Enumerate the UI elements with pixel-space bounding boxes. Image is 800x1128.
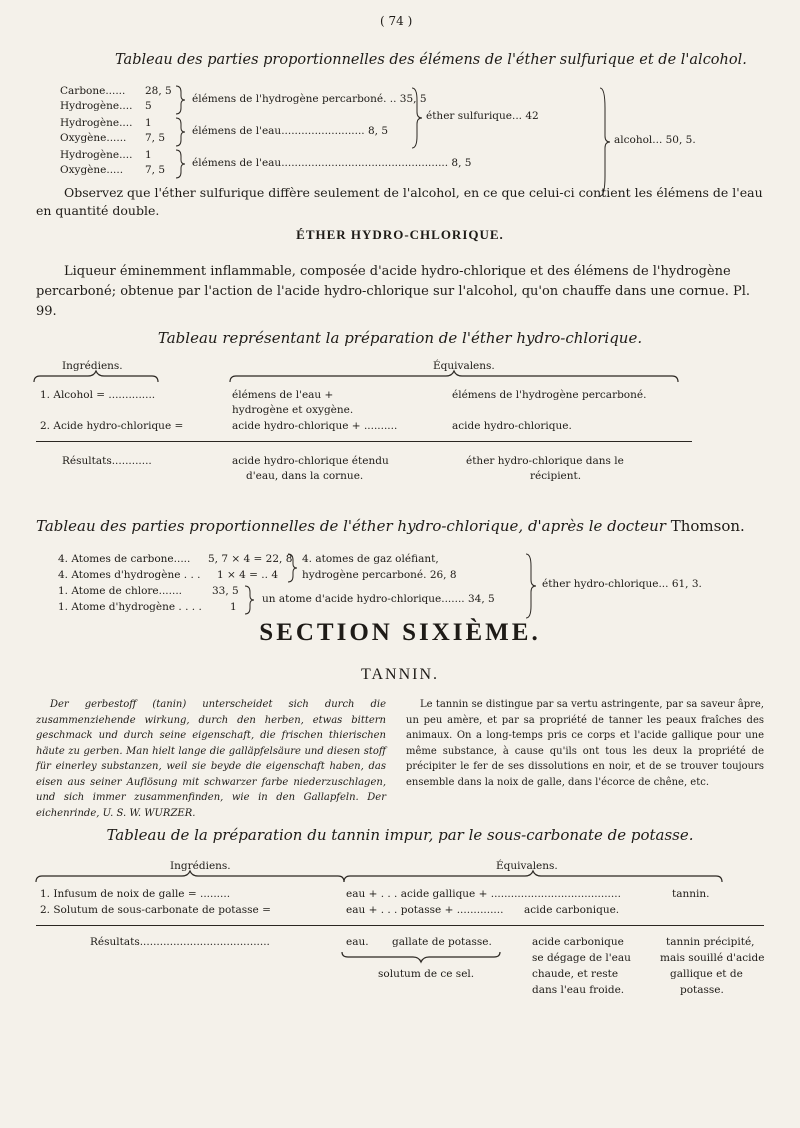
t1-row-value: 1 (145, 149, 152, 161)
german-text: Der gerbestoff (tanin) unterscheidet sich durch die zusammenziehende wirkung, durch den herben, etwas bittern geschmack und durch seine eigenschaft, die frischen thierischen häute zu gerben. Man hielt lange die galläpfelsäure und diesen stoff für einerley substanzen, weil sie beyde die eigenschaft haben, das eisen aus seiner Auflösung mit schwarzer farbe niederzuschlagen, und sich immer zusammenfinden, wie in den Gallapfeln. Der eichenrinde, U. S. W. WURZER. (36, 699, 386, 819)
t4-result-solutum: solutum de ce sel. (378, 968, 475, 980)
t4-result-carbonique-3: chaude, et reste (532, 968, 619, 980)
t3-calc: 1 × 4 = .. 4 (217, 569, 279, 581)
t4-r1-right: tannin. (672, 888, 710, 900)
t1-row-value: 1 (145, 117, 152, 129)
t4-result-gallate: gallate de potasse. (392, 936, 492, 948)
t1-group-hydrogene: élémens de l'hydrogène percarboné. .. 35, 5 (192, 93, 427, 105)
t3-row: 1. Atome de chlore....... (58, 585, 182, 597)
t1-row-name: Oxygène...... (60, 132, 127, 144)
t4-result-tannin-4: potasse. (680, 984, 724, 996)
t1-row-value: 7, 5 (145, 132, 166, 144)
t2-r1-mid: élémens de l'eau + (232, 389, 334, 401)
t3-row: 4. Atomes d'hydrogène . . . (58, 569, 201, 581)
t1-row-name: Carbone...... (60, 85, 126, 97)
table3-title (36, 517, 745, 535)
table2-title: Tableau représentant la préparation de l'éther hydro-chlorique. (157, 329, 643, 347)
t1-ether: éther sulfurique... 42 (426, 110, 539, 122)
t3-group-acide: un atome d'acide hydro-chlorique....... 34, 5 (262, 593, 495, 605)
t2-result-right-2: récipient. (530, 470, 582, 482)
t4-result-tannin: tannin précipité, (666, 936, 755, 948)
t4-result-brace (340, 950, 540, 970)
t3-calc: 1 (230, 601, 237, 613)
t4-result-tannin-3: gallique et de (670, 968, 743, 980)
t4-r1-mid: eau + . . . acide gallique + ....................................... (346, 888, 621, 900)
t4-r2-left: 2. Solutum de sous-carbonate de potasse = (40, 904, 271, 916)
t2-r1-right: élémens de l'hydrogène percarboné. (452, 389, 647, 401)
french-text: Le tannin se distingue par sa vertu astringente, par sa saveur âpre, un peu amère, et par sa propriété de tanner les peaux fraîches des animaux. On a long-temps pris ce corps et l'acide gallique pour une même substance, à cause qu'ils ont tous les deux la propriété de précipiter le fer de ses dissolutions en noir, et de se trouver toujours ensemble dans la noix de galle, dans l'écorce de chêne, etc. (406, 699, 764, 788)
t1-row-name: Oxygène..... (60, 164, 124, 176)
t4-result-eau: eau. (346, 936, 369, 948)
table3-title-text: Tableau des parties proportionnelles de l'éther hydro-chlorique, d'après le docteur (36, 517, 666, 535)
t3-calc: 5, 7 × 4 = 22, 8 (208, 553, 293, 565)
t4-results-label: Résultats....................................... (90, 936, 270, 948)
t4-result-carbonique-2: se dégage de l'eau (532, 952, 631, 964)
section-heading: SECTION SIXIÈME. (259, 619, 541, 646)
t2-result-right: éther hydro-chlorique dans le (466, 455, 624, 467)
t3-group-olefiant: 4. atomes de gaz oléfiant, (302, 553, 439, 565)
t4-result-carbonique: acide carbonique (532, 936, 624, 948)
t4-result-carbonique-4: dans l'eau froide. (532, 984, 625, 996)
t3-group-olefiant-2: hydrogène percarboné. 26, 8 (302, 569, 457, 581)
heading-ether-hydro-chlorique: ÉTHER HYDRO-CHLORIQUE. (296, 227, 504, 242)
t2-result-mid: acide hydro-chlorique étendu (232, 455, 389, 467)
table1-title: Tableau des parties proportionnelles des élémens de l'éther sulfurique et de l'alcohol. (115, 52, 747, 68)
t1-row-name: Hydrogène.... (60, 149, 133, 161)
t2-result-mid-2: d'eau, dans la cornue. (246, 470, 364, 482)
t1-row-value: 28, 5 (145, 85, 172, 97)
t1-row-value: 5 (145, 100, 152, 112)
tannin-heading: TANNIN. (360, 666, 440, 683)
table4-title: Tableau de la préparation du tannin impur, par le sous-carbonate de potasse. (106, 826, 694, 844)
paragraph-observez: Observez que l'éther sulfurique diffère seulement de l'alcohol, en ce que celui-ci contient les élémens de l'eau en quantité double. (36, 185, 763, 218)
t3-calc: 33, 5 (212, 585, 239, 597)
t3-row: 1. Atome d'hydrogène . . . . (58, 601, 202, 613)
t2-r2-mid: acide hydro-chlorique + .......... (232, 420, 398, 432)
t4-r2-right: acide carbonique. (524, 904, 620, 916)
t1-row-name: Hydrogène.... (60, 100, 133, 112)
t3-row: 4. Atomes de carbone..... (58, 553, 191, 565)
t2-r2-right: acide hydro-chlorique. (452, 420, 572, 432)
t1-group-eau-2: élémens de l'eau.................................................. 8, 5 (192, 157, 472, 169)
t2-equivalents-header: Équivalens. (433, 360, 495, 372)
t2-ingredients-header: Ingrédiens. (62, 360, 123, 372)
t4-rule (36, 925, 764, 926)
t1-row-name: Hydrogène.... (60, 117, 133, 129)
t2-r1-left: 1. Alcohol = .............. (40, 389, 156, 401)
t3-result: éther hydro-chlorique... 61, 3. (542, 578, 702, 590)
t4-r2-mid: eau + . . . potasse + .............. (346, 904, 504, 916)
page-number: ( 74 ) (380, 14, 413, 28)
t4-ingredients-header: Ingrédiens. (170, 860, 231, 872)
t2-results-label: Résultats............ (62, 455, 152, 467)
t1-group-eau: élémens de l'eau......................... 8, 5 (192, 125, 389, 137)
paragraph-liqueur: Liqueur éminemment inflammable, composée d'acide hydro-chlorique et des élémens de l'hydrogène percarboné; obtenue par l'action de l'acide hydro-chlorique sur l'alcohol, qu'on chauffe dans une cornue. Pl. 99. (36, 264, 751, 319)
t1-alcohol: alcohol... 50, 5. (614, 134, 696, 146)
t1-row-value: 7, 5 (145, 164, 166, 176)
t2-rule (36, 441, 692, 442)
t2-r2-left: 2. Acide hydro-chlorique = (40, 420, 184, 432)
t4-result-tannin-2: mais souillé d'acide (660, 952, 765, 964)
table3-title-name: Thomson. (670, 517, 745, 535)
t2-r1-mid-2: hydrogène et oxygène. (232, 404, 354, 416)
t4-r1-left: 1. Infusum de noix de galle = ......... (40, 888, 231, 900)
t4-equivalents-header: Équivalens. (496, 860, 558, 872)
